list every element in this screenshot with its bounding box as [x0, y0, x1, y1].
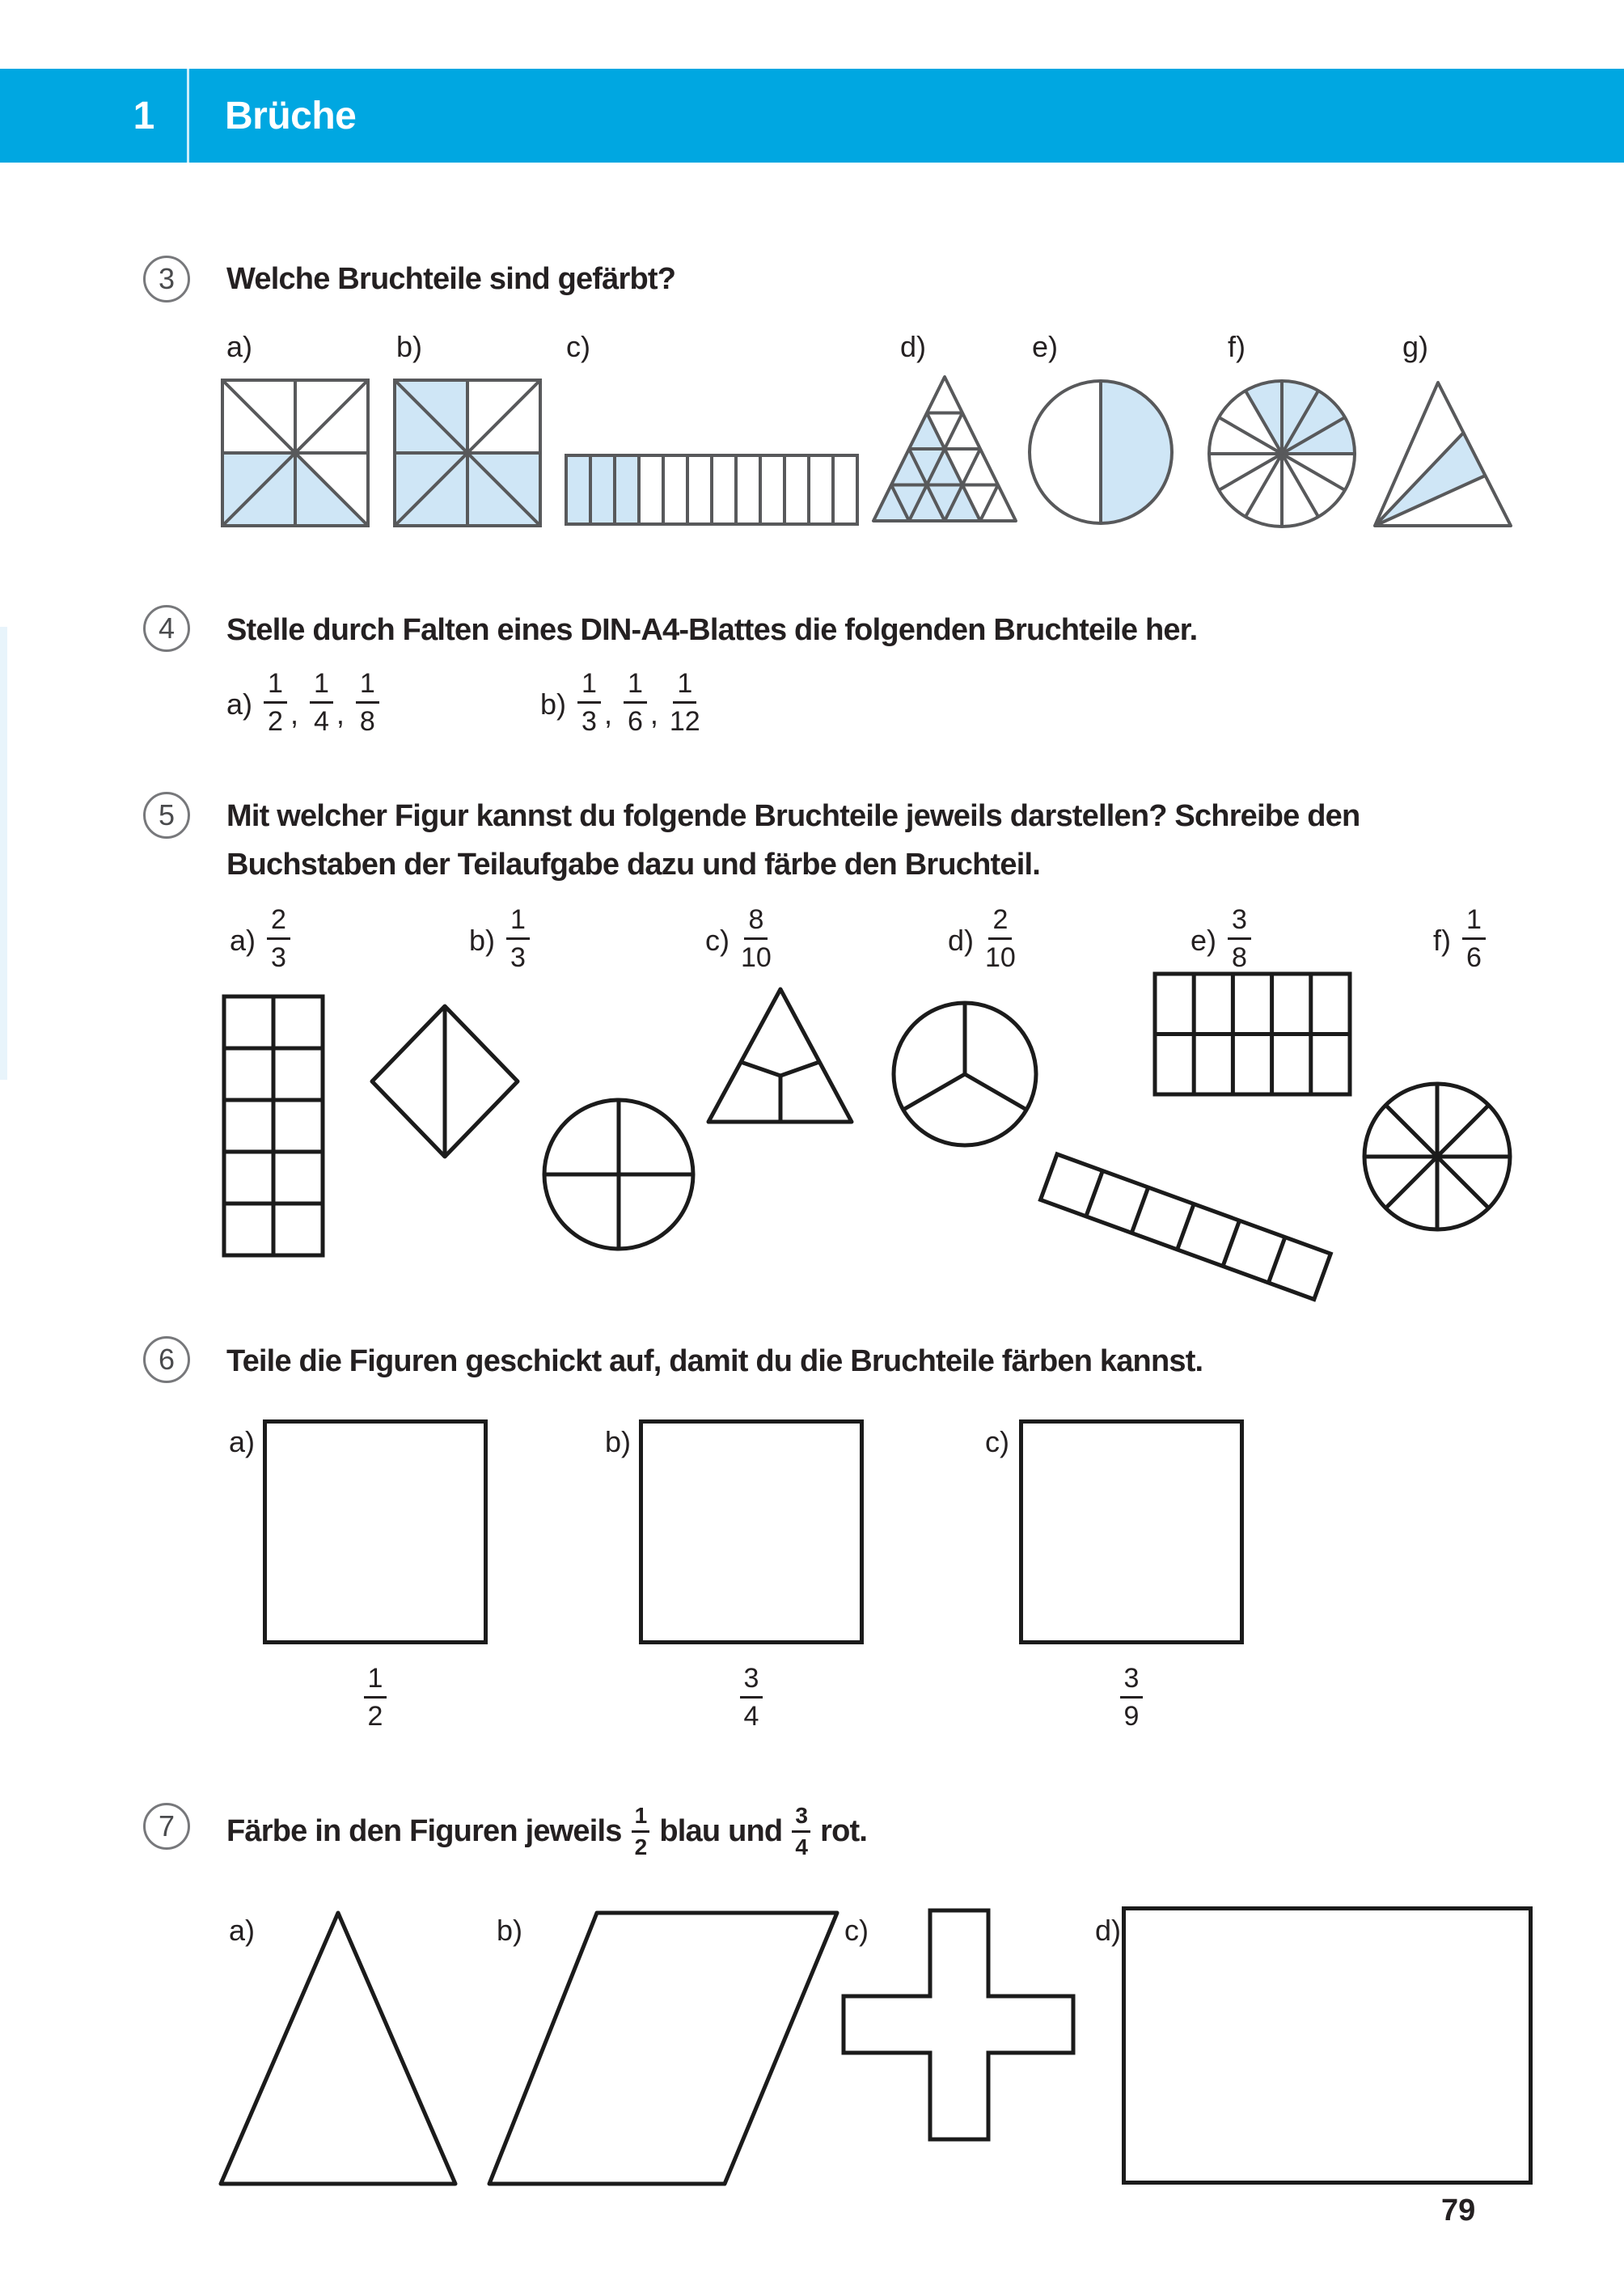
fraction-3-8	[1228, 906, 1251, 971]
part-label: b)	[540, 687, 567, 721]
ex3-figure-c-bar-twelfths	[565, 454, 859, 526]
fraction-1-3	[506, 906, 530, 971]
ex7-label-b: b)	[497, 1914, 523, 1947]
exercise-3-heading: Welche Bruchteile sind gefärbt?	[226, 262, 676, 296]
ex6-label-c: c)	[985, 1425, 1009, 1458]
heading-prefix: Färbe in den Figuren jeweils	[226, 1813, 622, 1848]
ex5-part-e	[1191, 906, 1251, 971]
comma: ,	[336, 697, 345, 730]
ex5-figure-rhombus-halves	[368, 1002, 522, 1161]
numerator: 1	[356, 670, 379, 704]
ex6-fraction-a	[339, 1665, 412, 1730]
header-divider	[187, 69, 189, 163]
ex3-label-g: g)	[1402, 330, 1429, 363]
ex7-figure-c-cross	[839, 1906, 1077, 2143]
exercise-number-text: 3	[158, 262, 176, 295]
part-label: b)	[469, 924, 496, 957]
ex3-figure-g-triangle-fan	[1373, 375, 1519, 529]
denominator: 8	[359, 706, 375, 737]
numerator: 1	[632, 1804, 650, 1833]
ex3-label-b: b)	[396, 330, 423, 363]
ex6-square-a	[263, 1419, 488, 1644]
denominator: 8	[1232, 942, 1247, 973]
exercise-6-number	[143, 1336, 190, 1383]
part-label: c)	[705, 924, 730, 957]
denominator: 6	[627, 706, 643, 737]
fraction-2-10	[985, 906, 1016, 971]
numerator: 1	[506, 906, 530, 940]
denominator: 3	[582, 706, 597, 737]
ex5-figure-circle-quarters	[540, 1096, 697, 1253]
ex5-part-c	[705, 906, 772, 971]
denominator: 12	[669, 706, 700, 737]
numerator: 1	[1462, 906, 1486, 940]
comma: ,	[290, 697, 298, 730]
fraction-1-2	[364, 1665, 387, 1730]
denominator: 2	[268, 706, 283, 737]
denominator: 4	[743, 1701, 759, 1732]
fraction-1-8	[356, 670, 379, 735]
ex5-part-b	[469, 906, 530, 971]
numerator: 1	[310, 670, 333, 704]
exercise-7-number	[143, 1803, 190, 1850]
chapter-header-bar	[0, 69, 1624, 163]
denominator: 10	[985, 942, 1016, 973]
fraction-2-3	[267, 906, 290, 971]
denominator: 9	[1123, 1701, 1140, 1732]
exercise-3-number	[143, 256, 190, 302]
numerator: 2	[988, 906, 1012, 940]
fraction-3-9	[1120, 1665, 1144, 1730]
numerator: 8	[744, 906, 768, 940]
fraction-1-6	[624, 670, 647, 735]
ex3-figure-d-triangle-sixteenths	[870, 374, 1019, 524]
ex6-fraction-b	[715, 1665, 788, 1730]
ex5-figure-slanted-strip	[1033, 1146, 1389, 1316]
exercise-number-text: 7	[158, 1809, 176, 1842]
ex5-part-d	[948, 906, 1016, 971]
fraction-3-4	[740, 1665, 763, 1730]
ex3-label-a: a)	[226, 330, 253, 363]
denominator: 10	[741, 942, 772, 973]
fraction-1-6	[1462, 906, 1486, 971]
heading-mid: blau und	[659, 1813, 783, 1848]
part-label: e)	[1191, 924, 1217, 957]
ex7-figure-d-rectangle	[1122, 1906, 1533, 2185]
part-label: a)	[226, 687, 253, 721]
chapter-number: 1	[133, 94, 155, 137]
ex5-figure-circle-thirds	[890, 999, 1040, 1149]
fraction-3-4	[792, 1804, 810, 1859]
ex4-part-b	[540, 670, 700, 735]
fraction-1-2	[632, 1804, 650, 1859]
page-edge-tab	[0, 627, 7, 1080]
part-label: a)	[230, 924, 256, 957]
ex7-figure-a-triangle	[217, 1909, 459, 2188]
ex3-figure-f-circle-twelfths	[1205, 377, 1359, 531]
ex7-figure-b-parallelogram	[485, 1909, 841, 2188]
ex3-label-e: e)	[1032, 330, 1059, 363]
denominator: 4	[313, 706, 329, 737]
numerator: 3	[1228, 906, 1251, 940]
ex6-fraction-c	[1095, 1665, 1168, 1730]
ex3-label-f: f)	[1228, 330, 1245, 363]
exercise-number-text: 6	[158, 1343, 176, 1376]
exercise-4-number	[143, 605, 190, 652]
numerator: 1	[577, 670, 601, 704]
denominator: 4	[795, 1834, 808, 1859]
denominator: 3	[510, 942, 526, 973]
exercise-5-heading-line1: Mit welcher Figur kannst du folgende Bruchteile jeweils darstellen? Schreibe den	[226, 799, 1360, 833]
numerator: 3	[792, 1804, 810, 1833]
ex7-label-d: d)	[1095, 1914, 1122, 1947]
fraction-1-2	[264, 670, 287, 735]
numerator: 2	[267, 906, 290, 940]
ex3-label-c: c)	[566, 330, 590, 363]
ex6-label-b: b)	[605, 1425, 632, 1458]
numerator: 1	[364, 1665, 387, 1699]
ex7-label-c: c)	[844, 1914, 869, 1947]
ex3-figure-a-square-eighths	[221, 379, 370, 527]
denominator: 2	[367, 1701, 383, 1732]
part-label: f)	[1433, 924, 1451, 957]
numerator: 1	[673, 670, 696, 704]
exercise-number-text: 5	[158, 798, 176, 831]
ex3-figure-e-circle-halves	[1026, 377, 1176, 527]
denominator: 6	[1466, 942, 1482, 973]
denominator: 2	[634, 1834, 647, 1859]
ex3-figure-b-square-eighths	[393, 379, 542, 527]
fraction-8-10	[741, 906, 772, 971]
exercise-number-text: 4	[158, 611, 176, 645]
fraction-1-4	[310, 670, 333, 735]
page-number: 79	[1441, 2194, 1476, 2227]
fraction-1-3	[577, 670, 601, 735]
numerator: 1	[624, 670, 647, 704]
ex5-figure-circle-eighths	[1360, 1080, 1514, 1233]
exercise-5-number	[143, 792, 190, 839]
ex5-part-a	[230, 906, 290, 971]
ex5-figure-grid-2x5	[222, 994, 325, 1258]
ex6-label-a: a)	[229, 1425, 256, 1458]
ex7-label-a: a)	[229, 1914, 256, 1947]
denominator: 3	[271, 942, 286, 973]
ex5-part-f	[1433, 906, 1486, 971]
chapter-title: Brüche	[225, 94, 357, 137]
fraction-1-12	[670, 670, 700, 735]
comma: ,	[649, 697, 658, 730]
ex6-square-c	[1019, 1419, 1244, 1644]
ex5-figure-grid-5x2	[1152, 971, 1352, 1097]
exercise-4-heading: Stelle durch Falten eines DIN-A4-Blattes die folgenden Bruchteile her.	[226, 613, 1198, 647]
ex6-square-b	[639, 1419, 864, 1644]
ex3-label-d: d)	[900, 330, 927, 363]
part-label: d)	[948, 924, 975, 957]
numerator: 3	[1120, 1665, 1144, 1699]
ex5-figure-triangle-thirds	[704, 985, 856, 1126]
exercise-5-heading-line2: Buchstaben der Teilaufgabe dazu und färbe den Bruchteil.	[226, 848, 1040, 882]
comma: ,	[603, 697, 612, 730]
heading-suffix: rot.	[820, 1813, 868, 1848]
numerator: 1	[264, 670, 287, 704]
ex4-part-a	[226, 670, 379, 735]
exercise-6-heading: Teile die Figuren geschickt auf, damit du die Bruchteile färben kannst.	[226, 1344, 1203, 1378]
numerator: 3	[740, 1665, 763, 1699]
exercise-7-heading	[226, 1794, 867, 1868]
